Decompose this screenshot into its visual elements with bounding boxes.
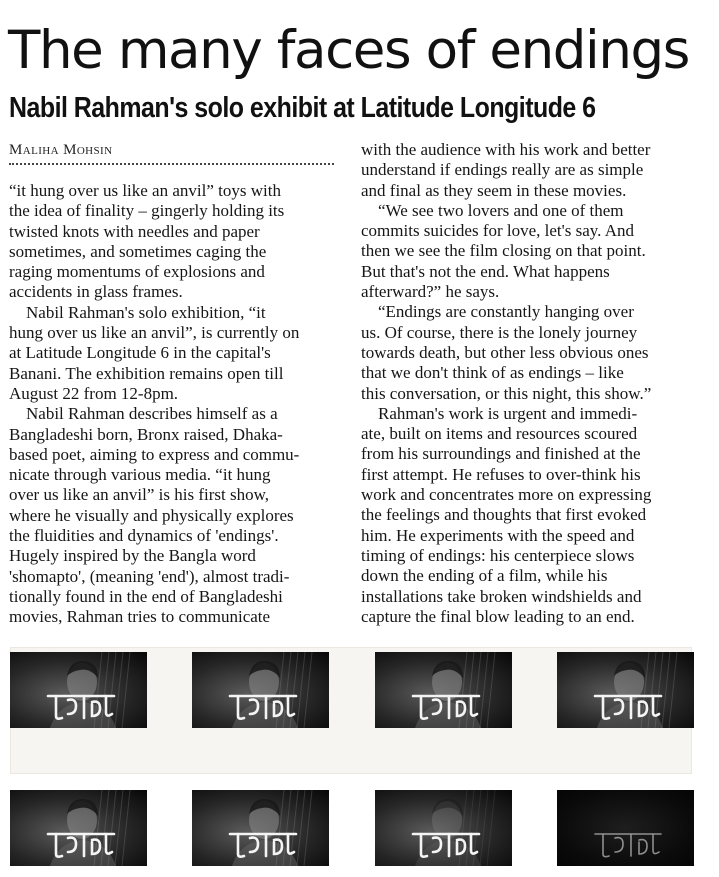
article-line: us. Of course, there is the lonely journey xyxy=(361,322,638,342)
article-line: “Endings are constantly hanging over xyxy=(361,302,634,322)
film-still-icon xyxy=(10,652,147,728)
article-line: the idea of finality – gingerly holding its xyxy=(9,201,285,221)
article-line: sometimes, and sometimes caging the xyxy=(9,241,267,261)
article-line: afterward?” he says. xyxy=(361,282,500,302)
article-line: the fluidities and dynamics of 'endings'. xyxy=(9,526,279,546)
article-line: over us like an anvil” is his first show, xyxy=(9,485,269,505)
film-still-4 xyxy=(557,652,694,728)
article-line: and final as they seem in these movies. xyxy=(361,180,627,200)
film-still-7 xyxy=(375,790,512,866)
article-line: then we see the film closing on that point. xyxy=(361,241,646,261)
article-line: down the ending of a film, while his xyxy=(361,566,608,586)
film-still-3 xyxy=(375,652,512,728)
article-line: him. He experiments with the speed and xyxy=(361,525,635,545)
headline: The many faces of endings xyxy=(8,20,690,81)
film-still-6 xyxy=(192,790,329,866)
article-line: at Latitude Longitude 6 in the capital's xyxy=(9,343,271,363)
article-line: with the audience with his work and better xyxy=(361,140,651,159)
film-still-2 xyxy=(192,652,329,728)
film-still-gallery xyxy=(0,647,719,877)
article-line: towards death, but other less obvious ones xyxy=(361,342,649,362)
article-line: Bangladeshi born, Bronx raised, Dhaka- xyxy=(9,424,283,444)
article-line: commits suicides for love, let's say. And xyxy=(361,221,634,241)
article-line: the feelings and thoughts that first evoked xyxy=(361,505,647,525)
subheadline: Nabil Rahman's solo exhibit at Latitude Longitude 6 xyxy=(9,92,596,124)
byline: Maliha Mohsin xyxy=(9,139,334,165)
film-still-icon xyxy=(375,790,512,866)
article-column-left xyxy=(9,181,339,628)
article-line: that we don't think of as endings – like xyxy=(361,363,624,383)
article-line: first attempt. He refuses to over-think his xyxy=(361,464,641,484)
article-column-right xyxy=(361,140,691,627)
article-line: work and concentrates more on expressing xyxy=(361,485,652,505)
article-line: accidents in glass frames. xyxy=(9,282,183,302)
article-line: this conversation, or this night, this show.” xyxy=(361,383,652,403)
film-still-icon xyxy=(10,790,147,866)
article-line: Hugely inspired by the Bangla word xyxy=(9,546,256,566)
article-line: installations take broken windshields and xyxy=(361,586,642,606)
film-still-icon xyxy=(557,790,694,866)
article-line: Nabil Rahman's solo exhibition, “it xyxy=(9,302,266,322)
article-line: hung over us like an anvil”, is currently on xyxy=(9,323,300,343)
article-line: raging momentums of explosions and xyxy=(9,262,265,282)
film-still-1 xyxy=(10,652,147,728)
film-still-5 xyxy=(10,790,147,866)
article-line: 'shomapto', (meaning 'end'), almost tradi- xyxy=(9,566,290,586)
article-line: twisted knots with needles and paper xyxy=(9,221,260,241)
article-line: capture the final blow leading to an end. xyxy=(361,606,635,626)
article-line: movies, Rahman tries to communicate xyxy=(9,607,271,627)
article-line: Rahman's work is urgent and immedi- xyxy=(361,403,638,423)
film-still-8 xyxy=(557,790,694,866)
article-line: Banani. The exhibition remains open till xyxy=(9,363,284,383)
article-line: nicate through various media. “it hung xyxy=(9,465,271,485)
article-line: where he visually and physically explores xyxy=(9,505,294,525)
article-line: from his surroundings and finished at the xyxy=(361,444,641,464)
article-line: But that's not the end. What happens xyxy=(361,261,610,281)
article-line: ate, built on items and resources scoured xyxy=(361,424,638,444)
film-still-icon xyxy=(557,652,694,728)
article-line: Nabil Rahman describes himself as a xyxy=(9,404,278,424)
article-line: tionally found in the end of Bangladeshi xyxy=(9,586,283,606)
article-line: timing of endings: his centerpiece slows xyxy=(361,545,635,565)
article-line: “We see two lovers and one of them xyxy=(361,200,624,220)
article-line: “it hung over us like an anvil” toys with xyxy=(9,181,281,200)
film-still-icon xyxy=(375,652,512,728)
article-line: understand if endings really are as simple xyxy=(361,160,644,180)
article-line: based poet, aiming to express and commu- xyxy=(9,444,300,464)
article-line: August 22 from 12-8pm. xyxy=(9,383,179,403)
film-still-icon xyxy=(192,652,329,728)
film-still-icon xyxy=(192,790,329,866)
